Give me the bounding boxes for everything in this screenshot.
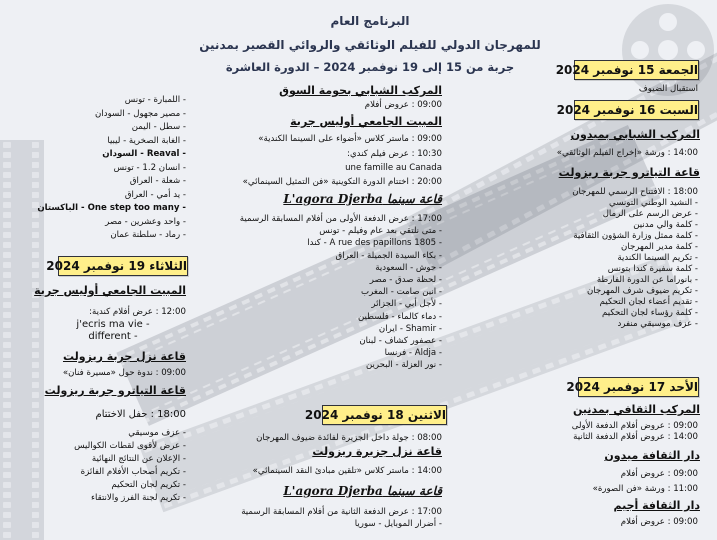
list-item: 10:30 : عرض فيلم كندي:	[347, 149, 442, 159]
sat-venue1-list	[520, 148, 698, 159]
list-item: - تقديم أعضاء لجان التحكيم	[599, 297, 698, 307]
day-badge-thu: الثلاثاء 19 نوفمبر 2024	[58, 256, 188, 276]
mid-v2-list	[218, 134, 442, 188]
list-item: j'ecris ma vie -	[76, 318, 150, 330]
list-item: - عزف موسيقي منفرد	[617, 319, 698, 329]
list-item: une famille au Canada	[345, 163, 442, 173]
venue-thu-hotel: قاعة نزل جربة ريزولت	[62, 350, 186, 363]
list-item: - تكريم ضيوف شرف المهرجان	[586, 286, 698, 296]
list-item: 09:00 : ماستر كلاس «أضواء على السينما الكندية»	[258, 134, 442, 144]
sun-venue3-list	[520, 517, 698, 528]
list-item: - بانوراما عن الدورة الفارطة	[596, 275, 698, 285]
list-item: - Aldja - فرنسا	[384, 348, 442, 359]
list-item: - بكاء السيدة الجميلة - العراق	[335, 250, 442, 261]
mon-v2-list	[218, 466, 442, 477]
list-item: - الإعلان عن النتائج النهائية	[91, 454, 186, 464]
list-item: 18:00 : حفل الاختتام	[95, 409, 186, 420]
list-item: - سطل - اليمن	[131, 122, 186, 132]
list-item: - كلمة والي مدنين	[633, 220, 698, 230]
day-badge-sat: السبت 16 نوفمبر 2024	[574, 100, 699, 120]
list-item: - تكريم لجان التحكيم	[111, 480, 186, 490]
sat-venue2-list	[520, 187, 698, 330]
list-item: - كلمة مدير المهرجان	[621, 242, 698, 252]
list-item: - اللمبارة - تونس	[124, 95, 186, 105]
list-item: - كلمة ممثل وزارة الشؤون الثقافية	[573, 231, 698, 241]
list-item: - يد أمي - العراق	[124, 189, 186, 200]
venue-mon-hotel-1: قاعة نزل جزيرة ريزولت	[312, 445, 442, 458]
venue-ulysse-dorm: المبيت الجامعي أوليس جربة	[290, 115, 442, 128]
list-item: 12:00 : عرض أفلام كندية:	[89, 307, 186, 317]
list-item: - رماد - سلطنة عمان	[110, 230, 186, 240]
sun-venue1-list	[520, 421, 698, 443]
list-item: - شعلة - العراق	[129, 176, 186, 186]
list-item: 09:00 : ندوة حول «مسيرة فنان»	[62, 368, 186, 378]
list-item: استقبال الضيوف	[638, 84, 698, 94]
left-film-list	[37, 94, 186, 243]
list-item: 18:00 : الافتتاح الرسمي للمهرجان	[572, 187, 698, 197]
list-item: - عصفور كشاف - لبنان	[359, 336, 442, 347]
festival-dates: جربة من 15 إلى 19 نوفمبر 2024 – الدورة العاشرة	[225, 60, 515, 74]
day-badge-mon: الاثنين 18 نوفمبر 2024	[322, 405, 447, 425]
venue-agora-djerba-2: قاعة سينما L'agora Djerba	[283, 484, 442, 498]
day-badge-fri: الجمعة 15 نوفمبر 2024	[574, 60, 699, 80]
venue-sun-midoun: دار الثقافة ميدون	[604, 449, 700, 462]
list-item: - الغابة الصخرية - ليبيا	[107, 135, 186, 146]
venue-sat-teatro: قاعة التياترو جربة ريزولت	[558, 166, 700, 179]
list-item: - عرض الرسم على الرمال	[602, 209, 698, 219]
fri-list	[520, 84, 698, 95]
sun-venue2-list	[520, 469, 698, 495]
venue-youth-center-houmt: المركب الشبابي بحومة السوق	[279, 84, 442, 97]
list-item: 09:00 : عروض أفلام الدفعة الأولى	[571, 421, 698, 431]
list-item: - عزف موسيقي	[128, 428, 186, 438]
thu-v2-list	[40, 368, 186, 379]
list-item: - انسان 1.2 - تونس	[113, 162, 186, 173]
list-item: 11:00 : ورشة «فن الصورة»	[592, 484, 698, 494]
list-item: - تكريم السينما الكندية	[617, 253, 698, 263]
thu-v3-list	[40, 408, 186, 505]
list-item: - أضرار الموبايل - سوريا	[354, 519, 442, 529]
program-title: البرنامج العام	[330, 14, 410, 28]
venue-thu-teatro: قاعة التياترو جربة ريزولت	[44, 384, 186, 397]
list-item: - دماء كالماء - فلسطين	[358, 311, 442, 322]
list-item: 09:00 : عروض أفلام	[364, 100, 442, 110]
list-item: 14:00 : عروض أفلام الدفعة الثانية	[573, 432, 698, 442]
list-item: - متى نلتقي بعد عام وفيلم - تونس	[319, 226, 442, 237]
list-item: 17:00 : عرض الدفعة الثانية من أفلام المسابقة الرسمية	[241, 507, 442, 517]
day-badge-sun: الأحد 17 نوفمبر 2024	[578, 377, 699, 397]
mid-v1-list	[260, 100, 442, 111]
venue-thu-ulysse-dorm: المبيت الجامعي أوليس جربة	[34, 284, 186, 297]
list-item: - لأجل أبي - الجزائر	[371, 299, 442, 310]
list-item: - كلمة سفيرة كندا بتونس	[607, 264, 698, 274]
list-item: 09:00 : عروض أفلام	[620, 469, 698, 479]
venue-agora-djerba-1: قاعة سينما L'agora Djerba	[283, 192, 442, 206]
list-item: - Reaval - السودان	[102, 149, 186, 159]
list-item: - نور العزلة - البحرين	[365, 360, 442, 371]
list-item: - تكريم أصحاب الأفلام الفائزة	[80, 467, 186, 477]
list-item: - انين صامت - المغرب	[361, 287, 442, 298]
mon-v3-list	[218, 506, 442, 530]
list-item: 14:00 : ماستر كلاس «تلقين مبادئ النقد السينمائي»	[252, 466, 442, 476]
list-item: - تكريم لجنة الفرز والانتقاء	[90, 493, 186, 503]
list-item: 08:00 : جولة داخل الجزيرة لفائدة ضيوف المهرجان	[256, 433, 442, 443]
list-item: - عرض لأقوى لقطات الكواليس	[74, 441, 186, 451]
list-item: - كلمة رؤساء لجان التحكيم	[602, 308, 698, 318]
festival-name: للمهرجان الدولي للفيلم الوثائقي والروائي القصير بمدنين	[199, 38, 541, 52]
list-item: - حوش - السعودية	[375, 262, 442, 273]
list-item: - لحظة صدق - مصر	[369, 275, 442, 286]
list-item: - Shamir - ايران	[378, 323, 442, 334]
mon-v1-list	[218, 433, 442, 444]
list-item: 17:00 : عرض الدفعة الأولى من أفلام المسابقة الرسمية	[239, 214, 442, 224]
list-item: 20:00 : اختتام الدورة التكوينية «فن التمثيل السينمائي»	[242, 177, 442, 187]
venue-sun-cultural-center: المركب الثقافي بمدنين	[573, 403, 700, 416]
list-item: 09:00 : عروض أفلام	[620, 517, 698, 527]
list-item: - النشيد الوطني التونسي	[609, 198, 698, 208]
list-item: - واحد وعشرين - مصر	[105, 216, 186, 227]
venue-sat-youth-center: المركب الشبابي بميدون	[570, 128, 700, 141]
list-item: 14:00 : ورشة «إخراج الفيلم الوثائقي»	[556, 148, 698, 158]
list-item: different -	[88, 331, 138, 342]
venue-sun-ajim: دار الثقافة أجيم	[613, 499, 700, 512]
list-item: - One step too many - الباكستان	[37, 203, 186, 213]
list-item: - مصير مجهول - السودان	[95, 108, 186, 119]
thu-v1-list	[40, 306, 186, 344]
list-item: - 1805 A rue des papillons - كندا	[307, 238, 442, 249]
mid-v3-list	[218, 213, 442, 372]
